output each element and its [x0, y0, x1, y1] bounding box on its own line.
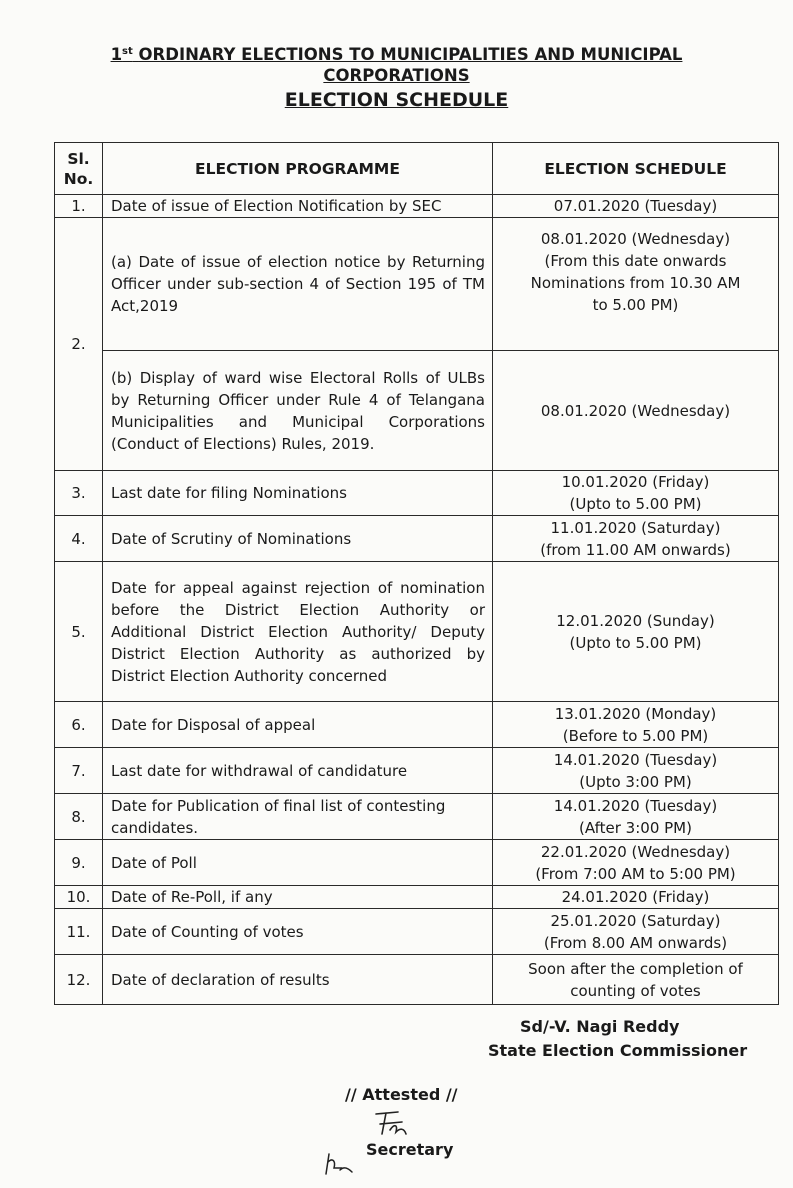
- table-row: [55, 909, 779, 955]
- row-schedule: [493, 195, 779, 218]
- row-programme: (a) Date of issue of election notice by Returning Officer under sub-section 4 of Section 195 of TM Act,2019: [103, 218, 493, 351]
- row-sno: 9.: [55, 840, 103, 886]
- row-programme: Date of Poll: [103, 840, 493, 886]
- row-programme: Date for Publication of final list of contesting candidates.: [103, 794, 493, 840]
- table-row: [55, 886, 779, 909]
- secretary-label: Secretary: [366, 1140, 454, 1159]
- table-header-row: [55, 143, 779, 195]
- row-programme: Date for Disposal of appeal: [103, 702, 493, 748]
- row-programme: Date of Scrutiny of Nominations: [103, 516, 493, 562]
- schedule-line: 13.01.2020 (Monday): [554, 704, 717, 723]
- table-row: [55, 516, 779, 562]
- title-line-1: 1st ORDINARY ELECTIONS TO MUNICIPALITIES AND MUNICIPAL: [110, 45, 683, 64]
- table-row: [55, 840, 779, 886]
- initials-signature-icon: [322, 1150, 356, 1178]
- schedule-line: Soon after the completion of: [528, 959, 743, 978]
- row-programme: (b) Display of ward wise Electoral Rolls of ULBs by Returning Officer under Rule 4 of Telangana Municipalities and Municipal Corporations (Conduct of Elections) Rules, 2019.: [103, 351, 493, 471]
- table-row: [55, 195, 779, 218]
- row-programme: Date of Counting of votes: [103, 909, 493, 955]
- schedule-line: (Upto 3:00 PM): [579, 772, 692, 791]
- row-schedule: [493, 794, 779, 840]
- row-sno: 10.: [55, 886, 103, 909]
- row-schedule: [493, 471, 779, 516]
- table-row: [55, 562, 779, 702]
- page-title: ELECTION SCHEDULE: [284, 89, 509, 111]
- schedule-line: (Before to 5.00 PM): [562, 726, 709, 745]
- schedule-line: to 5.00 PM): [592, 296, 679, 314]
- row-schedule: [493, 748, 779, 794]
- schedule-line: 14.01.2020 (Tuesday): [553, 750, 718, 769]
- schedule-line: 07.01.2020 (Tuesday): [553, 197, 718, 215]
- sno-header: Sl. No.: [55, 143, 103, 195]
- row-sno: 4.: [55, 516, 103, 562]
- handwritten-signature-icon: [372, 1108, 412, 1140]
- schedule-header: ELECTION SCHEDULE: [493, 143, 779, 195]
- schedule-line: (from 11.00 AM onwards): [540, 540, 731, 559]
- row-sno: 1.: [55, 195, 103, 218]
- schedule-line: 14.01.2020 (Tuesday): [553, 796, 718, 815]
- schedule-line: 08.01.2020 (Wednesday): [540, 401, 731, 420]
- row-sno: 8.: [55, 794, 103, 840]
- signatory-name: Sd/-V. Nagi Reddy: [520, 1017, 680, 1036]
- row-schedule: [493, 886, 779, 909]
- row-programme: Date of issue of Election Notification by SEC: [103, 195, 493, 218]
- row-programme: Date of Re-Poll, if any: [103, 886, 493, 909]
- schedule-line: 22.01.2020 (Wednesday): [540, 842, 731, 861]
- programme-header: ELECTION PROGRAMME: [103, 143, 493, 195]
- row-sno: 3.: [55, 471, 103, 516]
- table-row: [55, 218, 779, 351]
- table-row: [55, 748, 779, 794]
- row-sno: 2.: [55, 218, 103, 471]
- schedule-line: 10.01.2020 (Friday): [561, 473, 710, 491]
- row-sno: 7.: [55, 748, 103, 794]
- schedule-line: (From this date onwards: [544, 252, 727, 270]
- table-row: [55, 351, 779, 471]
- row-schedule: [493, 562, 779, 702]
- row-schedule: [493, 840, 779, 886]
- row-schedule: [493, 218, 779, 351]
- election-schedule-table: [54, 142, 779, 1005]
- row-sno: 5.: [55, 562, 103, 702]
- row-schedule: [493, 351, 779, 471]
- schedule-line: (From 7:00 AM to 5:00 PM): [535, 864, 736, 883]
- schedule-line: (After 3:00 PM): [579, 818, 692, 837]
- table-row: [55, 471, 779, 516]
- signature-block: [488, 1015, 747, 1063]
- schedule-line: 08.01.2020 (Wednesday): [540, 230, 731, 248]
- schedule-line: (From 8.00 AM onwards): [543, 933, 728, 952]
- row-sno: 11.: [55, 909, 103, 955]
- table-body: [55, 195, 779, 1005]
- title-line-2: CORPORATIONS: [323, 66, 470, 85]
- row-programme: Last date for withdrawal of candidature: [103, 748, 493, 794]
- schedule-line: 11.01.2020 (Saturday): [550, 518, 721, 537]
- row-sno: 6.: [55, 702, 103, 748]
- row-programme: Last date for filing Nominations: [103, 471, 493, 516]
- schedule-line: 24.01.2020 (Friday): [561, 888, 710, 906]
- row-schedule: [493, 909, 779, 955]
- document-header: [0, 44, 793, 113]
- table-row: [55, 794, 779, 840]
- row-schedule: [493, 955, 779, 1005]
- schedule-line: 25.01.2020 (Saturday): [550, 911, 721, 930]
- row-schedule: [493, 516, 779, 562]
- table-row: [55, 702, 779, 748]
- table-row: [55, 955, 779, 1005]
- row-sno: 12.: [55, 955, 103, 1005]
- row-programme: Date for appeal against rejection of nomination before the District Election Authority or Additional District Election Authority/ Deputy District Election Authority as authorized by District Election Authority concerned: [103, 562, 493, 702]
- schedule-line: counting of votes: [570, 981, 701, 1000]
- schedule-line: (Upto to 5.00 PM): [569, 633, 702, 652]
- row-schedule: [493, 702, 779, 748]
- signatory-designation: State Election Commissioner: [488, 1041, 748, 1060]
- schedule-line: Nominations from 10.30 AM: [530, 274, 741, 292]
- schedule-line: (Upto to 5.00 PM): [569, 495, 702, 513]
- attested-label: // Attested //: [345, 1085, 458, 1104]
- schedule-line: 12.01.2020 (Sunday): [556, 611, 715, 630]
- row-programme: Date of declaration of results: [103, 955, 493, 1005]
